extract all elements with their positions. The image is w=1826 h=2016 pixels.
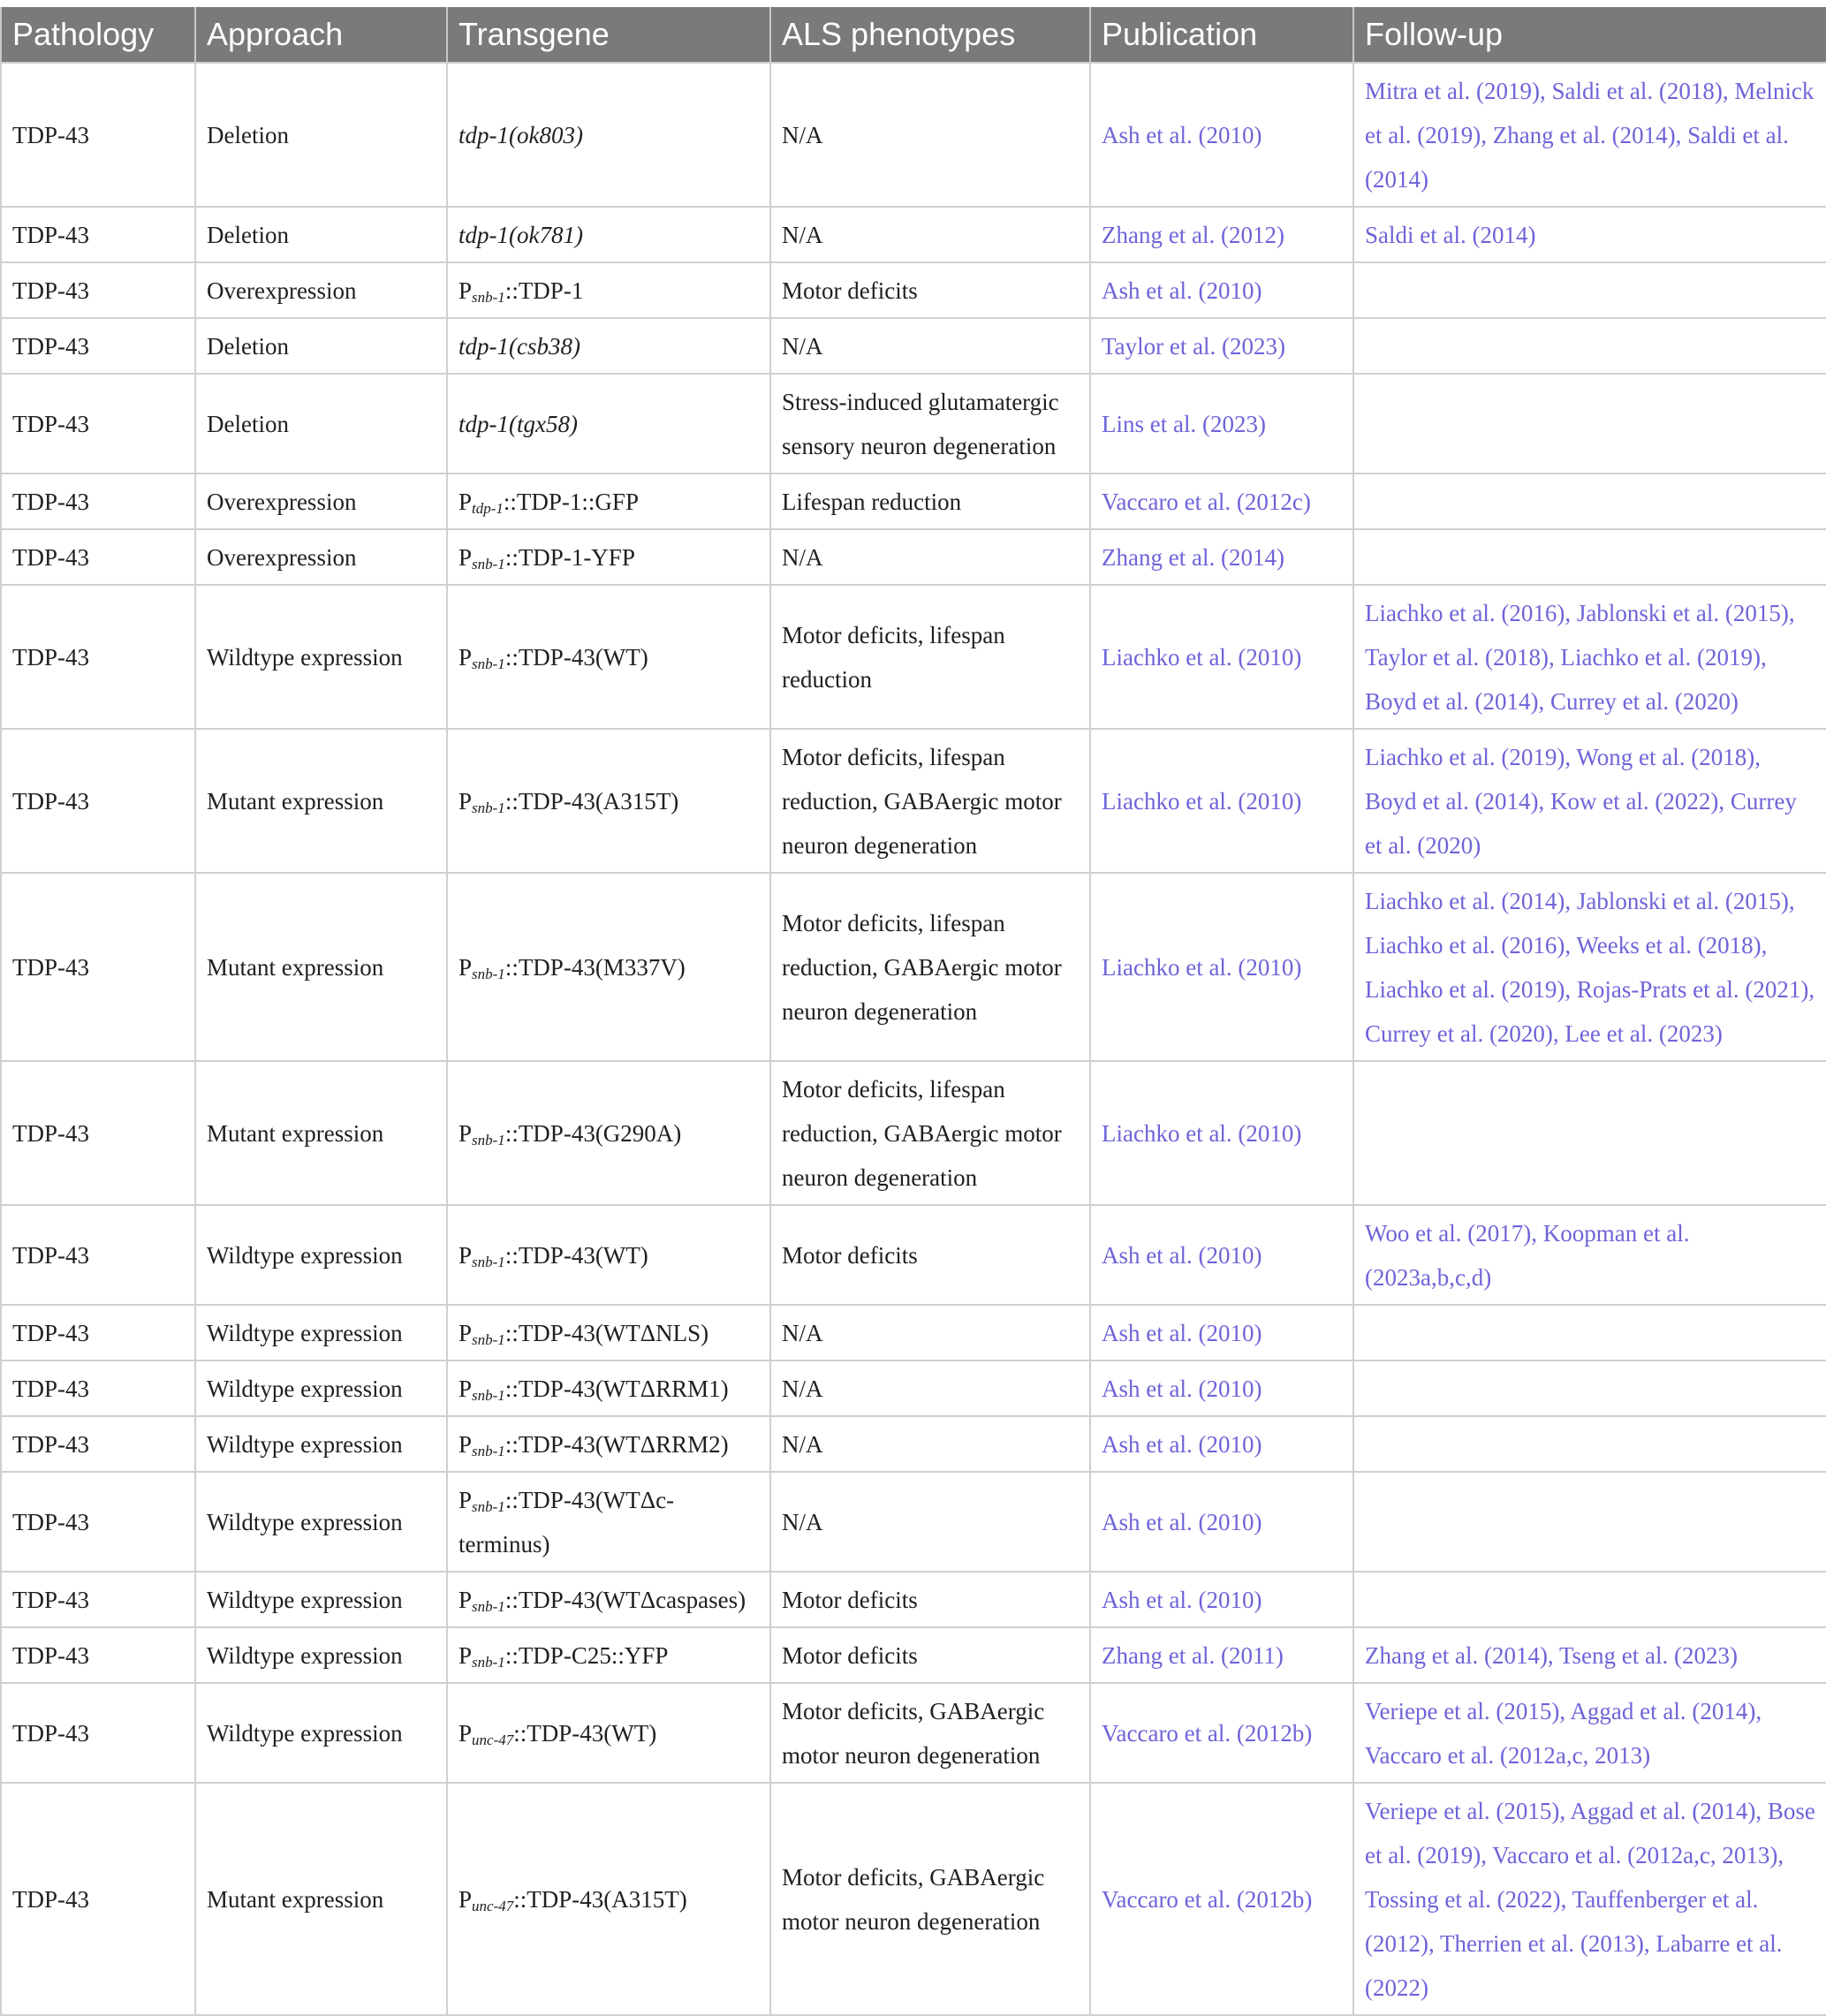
- header-pathology: Pathology: [1, 7, 195, 63]
- cell-transgene: [447, 63, 770, 207]
- table-row: [1, 1683, 1826, 1783]
- transgene-promoter-name: snb-1: [472, 1331, 505, 1348]
- cell-publication-link[interactable]: Taylor et al. (2023): [1090, 318, 1353, 374]
- cell-pathology: TDP-43: [1, 729, 195, 873]
- transgene-construct: ::TDP-1: [504, 277, 584, 304]
- cell-als-phenotypes: Motor deficits, lifespan reduction: [770, 585, 1090, 729]
- table-row: [1, 374, 1826, 474]
- cell-follow-up-links[interactable]: Woo et al. (2017), Koopman et al. (2023a,b,c,d): [1353, 1205, 1826, 1305]
- cell-als-phenotypes: N/A: [770, 1472, 1090, 1572]
- cell-approach: Deletion: [195, 207, 447, 262]
- header-als-phenotypes: ALS phenotypes: [770, 7, 1090, 63]
- transgene-promoter-name: snb-1: [472, 1132, 505, 1148]
- cell-publication-link[interactable]: Vaccaro et al. (2012c): [1090, 474, 1353, 529]
- table-row: [1, 1416, 1826, 1472]
- table-row: [1, 1783, 1826, 2015]
- transgene-construct: ::TDP-43(WT): [513, 1720, 657, 1747]
- transgene-promoter-name: snb-1: [472, 966, 505, 982]
- cell-transgene: [447, 585, 770, 729]
- transgene-promoter-name: unc-47: [472, 1898, 514, 1914]
- cell-publication-link[interactable]: Liachko et al. (2010): [1090, 729, 1353, 873]
- cell-als-phenotypes: Motor deficits: [770, 1627, 1090, 1683]
- cell-publication-link[interactable]: Ash et al. (2010): [1090, 63, 1353, 207]
- cell-als-phenotypes: N/A: [770, 1305, 1090, 1360]
- transgene-promoter-prefix: P: [458, 1886, 473, 1913]
- cell-als-phenotypes: Motor deficits, lifespan reduction, GABAergic motor neuron degeneration: [770, 729, 1090, 873]
- cell-follow-up-links: [1353, 1061, 1826, 1205]
- transgene-construct: ::TDP-43(WTΔc-terminus): [458, 1487, 675, 1557]
- cell-transgene: [447, 318, 770, 374]
- cell-follow-up-links: [1353, 262, 1826, 318]
- cell-pathology: TDP-43: [1, 1683, 195, 1783]
- table-row: [1, 474, 1826, 529]
- header-transgene: Transgene: [447, 7, 770, 63]
- cell-pathology: TDP-43: [1, 262, 195, 318]
- transgene-promoter-prefix: P: [458, 1376, 473, 1402]
- transgene-promoter-name: tdp-1: [472, 500, 504, 517]
- cell-approach: Mutant expression: [195, 1783, 447, 2015]
- cell-als-phenotypes: Motor deficits: [770, 262, 1090, 318]
- transgene-construct: ::TDP-43(WT): [504, 644, 648, 671]
- cell-publication-link[interactable]: Ash et al. (2010): [1090, 262, 1353, 318]
- transgene-promoter-name: snb-1: [472, 1654, 505, 1671]
- cell-transgene: [447, 1572, 770, 1627]
- cell-approach: Wildtype expression: [195, 1360, 447, 1416]
- cell-publication-link[interactable]: Ash et al. (2010): [1090, 1472, 1353, 1572]
- table-row: [1, 1061, 1826, 1205]
- transgene-construct: ::TDP-43(M337V): [504, 954, 686, 981]
- cell-approach: Overexpression: [195, 529, 447, 585]
- cell-approach: Mutant expression: [195, 873, 447, 1061]
- cell-pathology: TDP-43: [1, 1572, 195, 1627]
- transgene-allele: tdp-1(csb38): [458, 333, 580, 360]
- cell-pathology: TDP-43: [1, 1627, 195, 1683]
- cell-publication-link[interactable]: Ash et al. (2010): [1090, 1416, 1353, 1472]
- cell-als-phenotypes: Motor deficits, GABAergic motor neuron degeneration: [770, 1783, 1090, 2015]
- cell-approach: Overexpression: [195, 474, 447, 529]
- table-row: [1, 1205, 1826, 1305]
- cell-follow-up-links[interactable]: Mitra et al. (2019), Saldi et al. (2018), Melnick et al. (2019), Zhang et al. (2014), Saldi et al. (2014): [1353, 63, 1826, 207]
- transgene-construct: ::TDP-43(WT): [504, 1242, 648, 1269]
- cell-transgene: [447, 1205, 770, 1305]
- cell-pathology: TDP-43: [1, 318, 195, 374]
- transgene-promoter-name: snb-1: [472, 1498, 505, 1515]
- cell-approach: Wildtype expression: [195, 1472, 447, 1572]
- cell-publication-link[interactable]: Vaccaro et al. (2012b): [1090, 1783, 1353, 2015]
- transgene-promoter-prefix: P: [458, 644, 473, 671]
- cell-follow-up-links[interactable]: Veriepe et al. (2015), Aggad et al. (2014), Bose et al. (2019), Vaccaro et al. (2012a,c, 2013), Tossing et al. (2022), Tauffenberger et al. (2012), Therrien et al. (2013), Labarre et al. (2022): [1353, 1783, 1826, 2015]
- cell-publication-link[interactable]: Ash et al. (2010): [1090, 1305, 1353, 1360]
- cell-als-phenotypes: Motor deficits, GABAergic motor neuron degeneration: [770, 1683, 1090, 1783]
- transgene-promoter-name: snb-1: [472, 1598, 505, 1615]
- transgene-construct: ::TDP-1-YFP: [504, 544, 635, 571]
- table-row: [1, 262, 1826, 318]
- cell-transgene: [447, 1472, 770, 1572]
- cell-approach: Wildtype expression: [195, 1205, 447, 1305]
- transgene-promoter-prefix: P: [458, 1320, 473, 1346]
- cell-transgene: [447, 873, 770, 1061]
- cell-transgene: [447, 529, 770, 585]
- cell-approach: Wildtype expression: [195, 1305, 447, 1360]
- transgene-promoter-prefix: P: [458, 1720, 473, 1747]
- cell-transgene: [447, 1305, 770, 1360]
- cell-transgene: [447, 262, 770, 318]
- transgene-promoter-prefix: P: [458, 1242, 473, 1269]
- cell-als-phenotypes: N/A: [770, 207, 1090, 262]
- cell-publication-link[interactable]: Liachko et al. (2010): [1090, 585, 1353, 729]
- cell-transgene: [447, 474, 770, 529]
- transgene-promoter-name: snb-1: [472, 656, 505, 672]
- cell-transgene: [447, 374, 770, 474]
- cell-pathology: TDP-43: [1, 474, 195, 529]
- transgene-promoter-name: snb-1: [472, 1254, 505, 1270]
- table-header-row: [1, 7, 1826, 63]
- cell-publication-link[interactable]: Vaccaro et al. (2012b): [1090, 1683, 1353, 1783]
- cell-publication-link[interactable]: Zhang et al. (2011): [1090, 1627, 1353, 1683]
- table-row: [1, 207, 1826, 262]
- transgene-promoter-name: snb-1: [472, 556, 505, 572]
- transgene-allele: tdp-1(tgx58): [458, 411, 578, 437]
- table-container: [0, 7, 1826, 2016]
- cell-pathology: TDP-43: [1, 1205, 195, 1305]
- cell-pathology: TDP-43: [1, 873, 195, 1061]
- cell-publication-link[interactable]: Ash et al. (2010): [1090, 1205, 1353, 1305]
- cell-follow-up-links[interactable]: Liachko et al. (2019), Wong et al. (2018), Boyd et al. (2014), Kow et al. (2022), Currey et al. (2020): [1353, 729, 1826, 873]
- cell-pathology: TDP-43: [1, 63, 195, 207]
- cell-transgene: [447, 1783, 770, 2015]
- cell-als-phenotypes: N/A: [770, 529, 1090, 585]
- transgene-construct: ::TDP-43(WTΔNLS): [504, 1320, 709, 1346]
- cell-approach: Wildtype expression: [195, 1683, 447, 1783]
- transgene-allele: tdp-1(ok803): [458, 122, 583, 148]
- cell-follow-up-links: [1353, 1305, 1826, 1360]
- cell-approach: Deletion: [195, 318, 447, 374]
- cell-publication-link[interactable]: Zhang et al. (2012): [1090, 207, 1353, 262]
- cell-approach: Mutant expression: [195, 1061, 447, 1205]
- cell-pathology: TDP-43: [1, 1360, 195, 1416]
- transgene-promoter-prefix: P: [458, 954, 473, 981]
- cell-pathology: TDP-43: [1, 529, 195, 585]
- cell-transgene: [447, 1627, 770, 1683]
- transgene-promoter-name: snb-1: [472, 1443, 505, 1459]
- transgene-promoter-name: snb-1: [472, 289, 505, 306]
- table-row: [1, 1627, 1826, 1683]
- transgene-promoter-name: unc-47: [472, 1732, 514, 1748]
- cell-pathology: TDP-43: [1, 374, 195, 474]
- transgene-construct: ::TDP-43(WTΔRRM1): [504, 1376, 729, 1402]
- cell-follow-up-links[interactable]: Veriepe et al. (2015), Aggad et al. (2014), Vaccaro et al. (2012a,c, 2013): [1353, 1683, 1826, 1783]
- cell-follow-up-links[interactable]: Saldi et al. (2014): [1353, 207, 1826, 262]
- header-publication: Publication: [1090, 7, 1353, 63]
- table-row: [1, 63, 1826, 207]
- table-row: [1, 1305, 1826, 1360]
- cell-follow-up-links: [1353, 318, 1826, 374]
- table-body: [1, 63, 1826, 2015]
- cell-approach: Overexpression: [195, 262, 447, 318]
- cell-follow-up-links[interactable]: Zhang et al. (2014), Tseng et al. (2023): [1353, 1627, 1826, 1683]
- table-row: [1, 729, 1826, 873]
- transgene-promoter-prefix: P: [458, 1487, 473, 1513]
- als-models-table: [0, 7, 1826, 2016]
- cell-pathology: TDP-43: [1, 1305, 195, 1360]
- cell-publication-link[interactable]: Ash et al. (2010): [1090, 1572, 1353, 1627]
- cell-pathology: TDP-43: [1, 1416, 195, 1472]
- cell-follow-up-links: [1353, 1472, 1826, 1572]
- transgene-promoter-prefix: P: [458, 1642, 473, 1669]
- cell-publication-link[interactable]: Ash et al. (2010): [1090, 1360, 1353, 1416]
- cell-als-phenotypes: Motor deficits: [770, 1572, 1090, 1627]
- transgene-promoter-prefix: P: [458, 544, 473, 571]
- transgene-construct: ::TDP-43(A315T): [504, 788, 679, 815]
- cell-als-phenotypes: N/A: [770, 63, 1090, 207]
- cell-als-phenotypes: N/A: [770, 1360, 1090, 1416]
- cell-pathology: TDP-43: [1, 1472, 195, 1572]
- table-row: [1, 318, 1826, 374]
- cell-follow-up-links: [1353, 529, 1826, 585]
- table-row: [1, 585, 1826, 729]
- transgene-promoter-prefix: P: [458, 489, 473, 515]
- transgene-promoter-prefix: P: [458, 277, 473, 304]
- cell-approach: Mutant expression: [195, 729, 447, 873]
- transgene-allele: tdp-1(ok781): [458, 222, 583, 248]
- cell-follow-up-links: [1353, 1416, 1826, 1472]
- transgene-promoter-prefix: P: [458, 1431, 473, 1458]
- cell-als-phenotypes: N/A: [770, 318, 1090, 374]
- cell-transgene: [447, 207, 770, 262]
- cell-approach: Deletion: [195, 63, 447, 207]
- cell-transgene: [447, 1360, 770, 1416]
- cell-als-phenotypes: Motor deficits, lifespan reduction, GABAergic motor neuron degeneration: [770, 1061, 1090, 1205]
- cell-als-phenotypes: Lifespan reduction: [770, 474, 1090, 529]
- transgene-construct: ::TDP-43(WTΔRRM2): [504, 1431, 729, 1458]
- transgene-construct: ::TDP-43(WTΔcaspases): [504, 1587, 746, 1613]
- cell-follow-up-links: [1353, 474, 1826, 529]
- transgene-construct: ::TDP-1::GFP: [503, 489, 639, 515]
- cell-follow-up-links[interactable]: Liachko et al. (2016), Jablonski et al. (2015), Taylor et al. (2018), Liachko et al. (2019), Boyd et al. (2014), Currey et al. (2020): [1353, 585, 1826, 729]
- transgene-promoter-prefix: P: [458, 1120, 473, 1147]
- cell-follow-up-links: [1353, 1572, 1826, 1627]
- cell-pathology: TDP-43: [1, 1061, 195, 1205]
- table-row: [1, 1472, 1826, 1572]
- transgene-promoter-prefix: P: [458, 1587, 473, 1613]
- cell-approach: Wildtype expression: [195, 1416, 447, 1472]
- cell-follow-up-links[interactable]: Liachko et al. (2014), Jablonski et al. (2015), Liachko et al. (2016), Weeks et al. (2018), Liachko et al. (2019), Rojas-Prats et al. (2021), Currey et al. (2020), Lee et al. (2023): [1353, 873, 1826, 1061]
- cell-publication-link[interactable]: Lins et al. (2023): [1090, 374, 1353, 474]
- table-row: [1, 1360, 1826, 1416]
- cell-publication-link[interactable]: Liachko et al. (2010): [1090, 873, 1353, 1061]
- table-row: [1, 529, 1826, 585]
- cell-als-phenotypes: Motor deficits, lifespan reduction, GABAergic motor neuron degeneration: [770, 873, 1090, 1061]
- header-follow-up: Follow-up: [1353, 7, 1826, 63]
- transgene-construct: ::TDP-43(G290A): [504, 1120, 682, 1147]
- cell-follow-up-links: [1353, 374, 1826, 474]
- cell-als-phenotypes: N/A: [770, 1416, 1090, 1472]
- cell-transgene: [447, 729, 770, 873]
- transgene-promoter-name: snb-1: [472, 800, 505, 816]
- transgene-promoter-prefix: P: [458, 788, 473, 815]
- cell-pathology: TDP-43: [1, 585, 195, 729]
- cell-als-phenotypes: Stress-induced glutamatergic sensory neuron degeneration: [770, 374, 1090, 474]
- cell-transgene: [447, 1416, 770, 1472]
- transgene-construct: ::TDP-43(A315T): [513, 1886, 687, 1913]
- cell-als-phenotypes: Motor deficits: [770, 1205, 1090, 1305]
- transgene-promoter-name: snb-1: [472, 1387, 505, 1404]
- cell-transgene: [447, 1683, 770, 1783]
- cell-publication-link[interactable]: Liachko et al. (2010): [1090, 1061, 1353, 1205]
- cell-transgene: [447, 1061, 770, 1205]
- cell-approach: Deletion: [195, 374, 447, 474]
- transgene-construct: ::TDP-C25::YFP: [504, 1642, 669, 1669]
- table-row: [1, 1572, 1826, 1627]
- cell-pathology: TDP-43: [1, 207, 195, 262]
- cell-pathology: TDP-43: [1, 1783, 195, 2015]
- cell-approach: Wildtype expression: [195, 1627, 447, 1683]
- cell-approach: Wildtype expression: [195, 1572, 447, 1627]
- table-row: [1, 873, 1826, 1061]
- header-approach: Approach: [195, 7, 447, 63]
- cell-approach: Wildtype expression: [195, 585, 447, 729]
- cell-publication-link[interactable]: Zhang et al. (2014): [1090, 529, 1353, 585]
- cell-follow-up-links: [1353, 1360, 1826, 1416]
